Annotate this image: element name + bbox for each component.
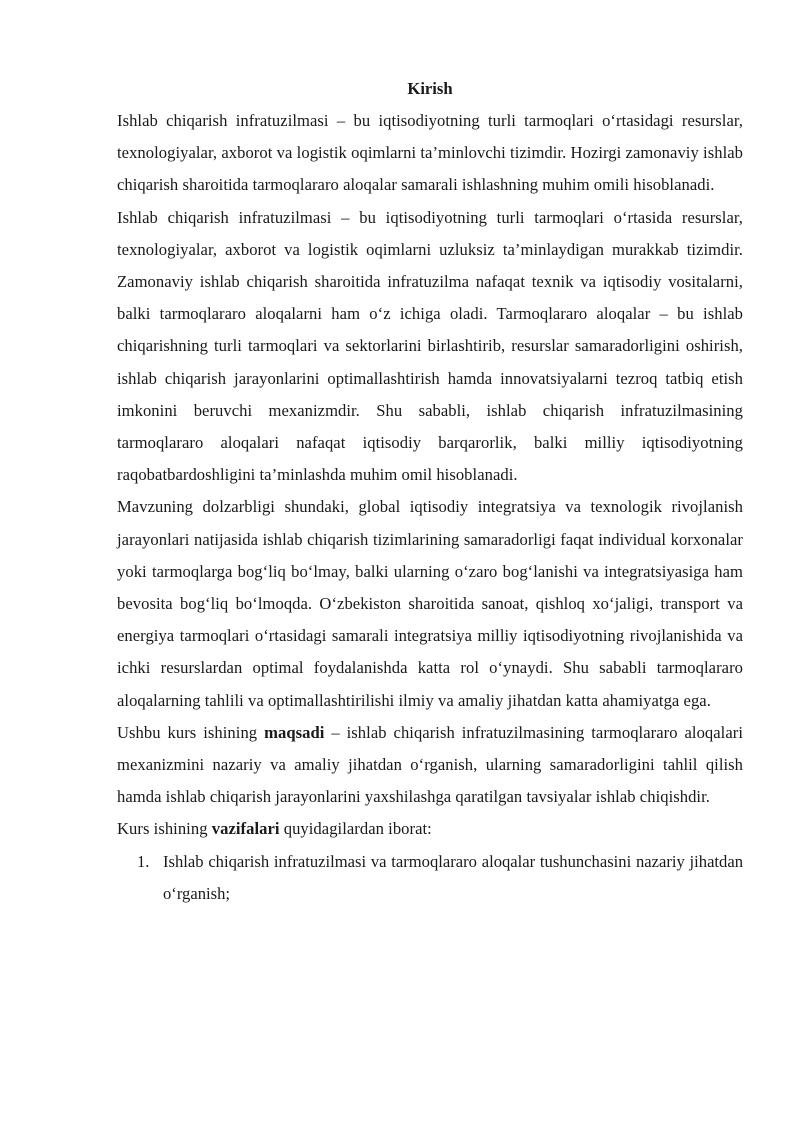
document-page (117, 75, 743, 910)
tasks-intro-after: quyidagilardan iborat: (279, 819, 432, 839)
list-item-number: 1. (137, 851, 150, 871)
section-title: Kirish (407, 79, 453, 98)
paragraph-1: Ishlab chiqarish infratuzilmasi – bu iqtisodiyotning turli tarmoqlari o‘rtasidagi resurslar, texnologiyalar, axborot va logistik oqimlarni ta’minlovchi tizimdir. Hozirgi zamonaviy ishlab chiqarish sharoitida tarmoqlararo aloqalar samarali ishlashning muhim omili hisoblanadi. (117, 111, 743, 195)
goal-text-after: – ishlab chiqarish infratuzilmasining tarmoqlararo aloqalari mexanizmini nazariy va amaliy jihatdan o‘rganish, ularning samaradorligini tahlil qilish hamda ishlab chiqarish jarayonlarini yaxshilashga qaratilgan tavsiyalar ishlab chiqishdir. (117, 722, 743, 807)
tasks-intro (117, 813, 743, 845)
tasks-intro-before: Kurs ishining (117, 819, 212, 839)
paragraph-2: Ishlab chiqarish infratuzilmasi – bu iqtisodiyotning turli tarmoqlari o‘rtasida resurslar, texnologiyalar, axborot va logistik oqimlarni uzluksiz ta’minlaydigan murakkab tizimdir. Zamonaviy ishlab chiqarish sharoitida infratuzilma nafaqat texnik va iqtisodiy vositalarni, balki tarmoqlararo aloqalarni ham o‘z ichiga oladi. Tarmoqlararo aloqalar – bu ishlab chiqarishning turli tarmoqlari va sektorlarini birlashtirib, resurslar samaradorligini oshirish, ishlab chiqarish jarayonlarini optimallashtirish hamda innovatsiyalarni tezroq tatbiq etish imkonini beruvchi mexanizmdir. Shu sababli, ishlab chiqarish infratuzilmasining tarmoqlararo aloqalari nafaqat iqtisodiy barqarorlik, balki milliy iqtisodiyotning raqobatbardoshligini ta’minlashda muhim omil hisoblanadi. (117, 207, 743, 485)
tasks-keyword: vazifalari (211, 819, 280, 839)
list-item (137, 846, 743, 910)
goal-text-before: Ushbu kurs ishining (117, 722, 265, 742)
tasks-list (117, 846, 743, 910)
list-item-text: Ishlab chiqarish infratuzilmasi va tarmoqlararo aloqalar tushunchasini nazariy jihatdan o‘rganish; (163, 851, 743, 903)
paragraph-3: Mavzuning dolzarbligi shundaki, global iqtisodiy integratsiya va texnologik rivojlanish jarayonlari natijasida ishlab chiqarish tizimlarining samaradorligi faqat individual korxonalar yoki tarmoqlarga bog‘liq bo‘lmay, balki ularning o‘zaro bog‘lanishi va integratsiyasiga ham bevosita bog‘liq bo‘lmoqda. O‘zbekiston sharoitida sanoat, qishloq xo‘jaligi, transport va energiya tarmoqlari o‘rtasidagi samarali integratsiya milliy iqtisodiyotning rivojlanishida va ichki resurslardan optimal foydalanishda katta rol o‘ynaydi. Shu sababli tarmoqlararo aloqalarning tahlili va optimallashtirilishi ilmiy va amaliy jihatdan katta ahamiyatga ega. (117, 497, 743, 710)
goal-keyword: maqsadi (264, 722, 325, 742)
goal-paragraph (117, 717, 743, 814)
